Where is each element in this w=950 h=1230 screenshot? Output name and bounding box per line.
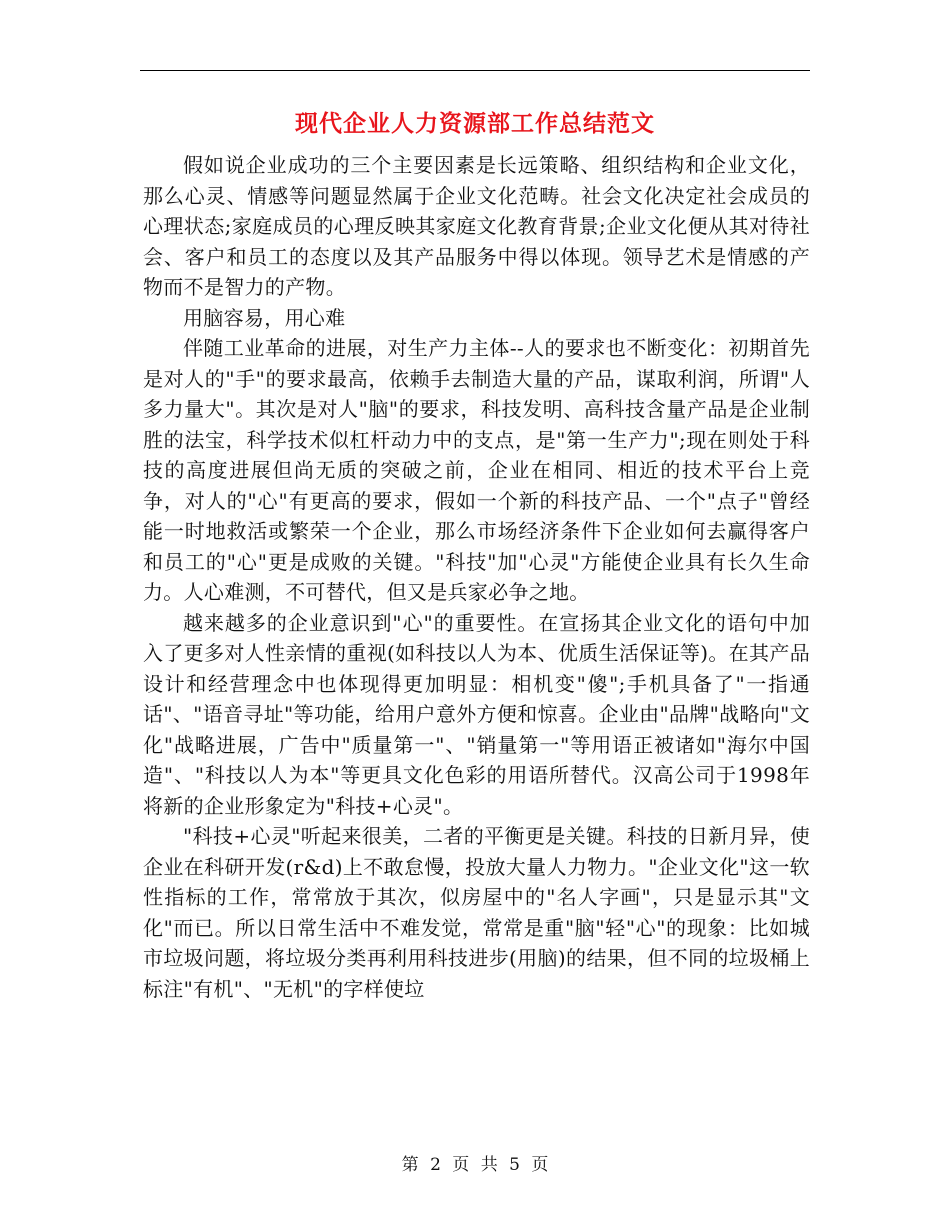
- paragraph-tech-heart-balance: "科技+心灵"听起来很美，二者的平衡更是关键。科技的日新月异，使企业在科研开发(r&d)上不敢怠慢，投放大量人力物力。"企业文化"这一软性指标的工作，常常放于其次，似房屋中的"名人字画"，只是显示其"文化"而已。所以日常生活中不难发觉，常常是重"脑"轻"心"的现象：比如城市垃圾问题，将垃圾分类再利用科技进步(用脑)的结果，但不同的垃圾桶上标注"有机"、"无机"的字样使垃: [143, 824, 810, 1001]
- document-body: [143, 150, 810, 1004]
- document-title: 现代企业人力资源部工作总结范文: [295, 110, 655, 137]
- header-rule: [140, 70, 810, 71]
- paragraph-intro: 假如说企业成功的三个主要因素是长远策略、组织结构和企业文化，那么心灵、情感等问题显然属于企业文化范畴。社会文化决定社会成员的心理状态;家庭成员的心理反映其家庭文化教育背景;企业文化便从其对待社会、客户和员工的态度以及其产品服务中得以体现。领导艺术是情感的产物而不是智力的产物。: [143, 153, 810, 299]
- paragraph-industrial-revolution: 伴随工业革命的进展，对生产力主体--人的要求也不断变化：初期首先是对人的"手"的要求最高，依赖手去制造大量的产品，谋取利润，所谓"人多力量大"。其次是对人"脑"的要求，科技发明、高科技含量产品是企业制胜的法宝，科学技术似杠杆动力中的支点，是"第一生产力";现在则处于科技的高度进展但尚无质的突破之前，企业在相同、相近的技术平台上竞争，对人的"心"有更高的要求，假如一个新的科技产品、一个"点子"曾经能一时地救活或繁荣一个企业，那么市场经济条件下企业如何去赢得客户和员工的"心"更是成败的关键。"科技"加"心灵"方能使企业具有长久生命力。人心难测，不可替代，但又是兵家必争之地。: [143, 336, 810, 604]
- page-footer: 第 2 页 共 5 页: [401, 1155, 549, 1175]
- paragraph-subheading: 用脑容易，用心难: [183, 305, 346, 330]
- paragraph-heart-importance: 越来越多的企业意识到"心"的重要性。在宣扬其企业文化的语句中加入了更多对人性亲情的重视(如科技以人为本、优质生活保证等)。在其产品设计和经营理念中也体现得更加明显：相机变"傻";手机具备了"一指通话"、"语音寻址"等功能，给用户意外方便和惊喜。企业由"品牌"战略向"文化"战略进展，广告中"质量第一"、"销量第一"等用语正被诸如"海尔中国造"、"科技以人为本"等更具文化色彩的用语所替代。汉高公司于1998年将新的企业形象定为"科技+心灵"。: [143, 610, 810, 818]
